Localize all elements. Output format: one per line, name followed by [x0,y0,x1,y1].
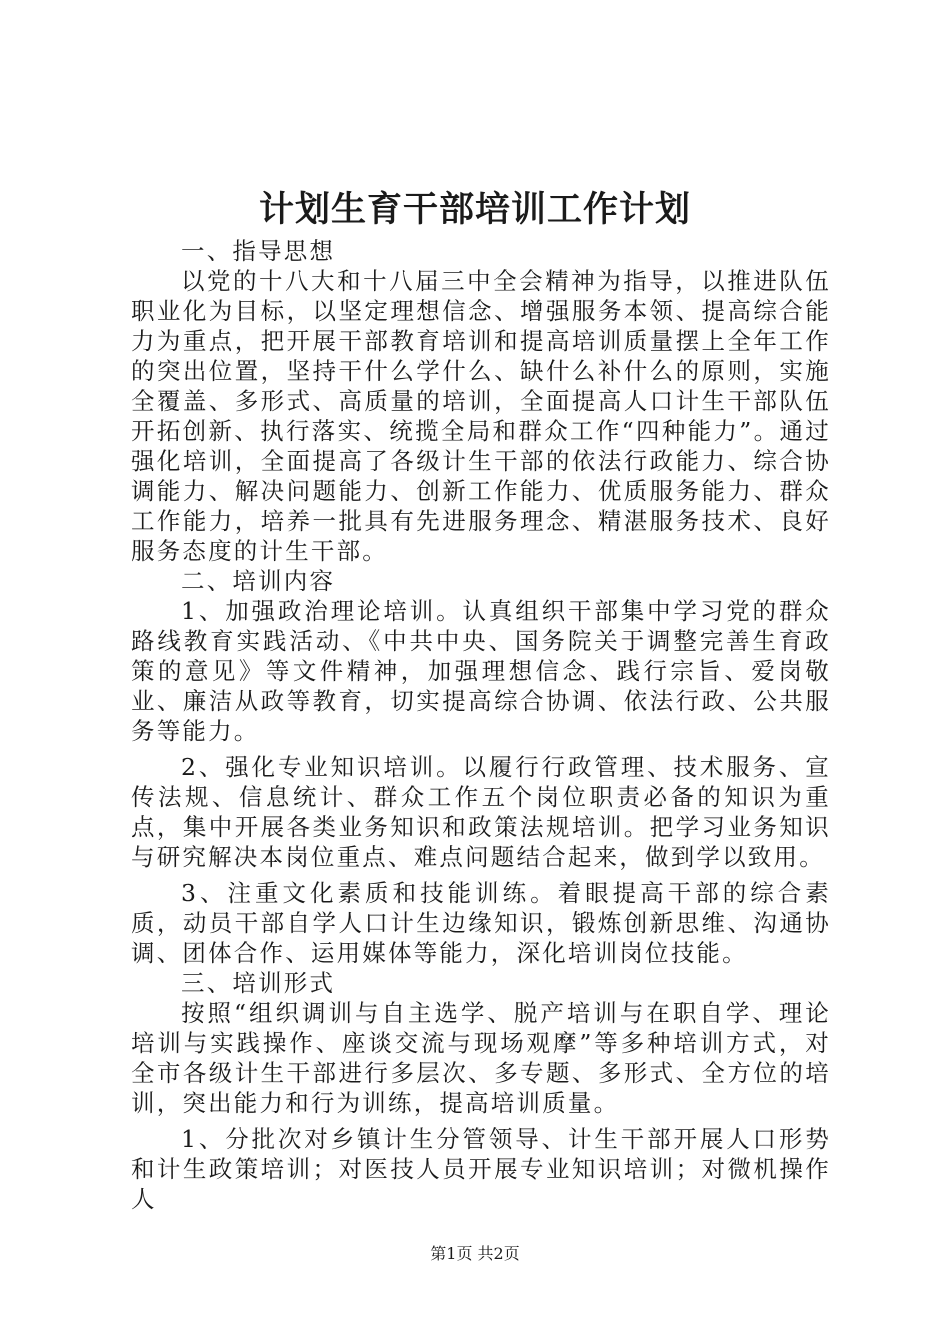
document-title: 计划生育干部培训工作计划 [258,189,691,230]
section-heading: 三、培训形式 [181,969,336,997]
paragraph: 1、加强政治理论培训。认真组织干部集中学习党的群众路线教育实践活动、《中共中央、国务院关于调整完善生育政策的意见》等文件精神，加强理想信念、践行宗旨、爱岗敬业、廉洁从政等教育，切实提高综合协调、依法行政、公共服务等能力。 [131,597,831,745]
document-body [131,236,831,1214]
paragraph: 按照“组织调训与自主选学、脱产培训与在职自学、理论培训与实践操作、座谈交流与现场观摩”等多种培训方式，对全市各级计生干部进行多层次、多专题、多形式、全方位的培训，突出能力和行为训练，提高培训质量。 [131,999,831,1117]
paragraph: 以党的十八大和十八届三中全会精神为指导，以推进队伍职业化为目标，以坚定理想信念、增强服务本领、提高综合能力为重点，把开展干部教育培训和提高培训质量摆上全年工作的突出位置，坚持干什么学什么、缺什么补什么的原则，实施全覆盖、多形式、高质量的培训，全面提高人口计生干部队伍开拓创新、执行落实、统揽全局和群众工作“四种能力”。通过强化培训，全面提高了各级计生干部的依法行政能力、综合协调能力、解决问题能力、创新工作能力、优质服务能力、群众工作能力，培养一批具有先进服务理念、精湛服务技术、良好服务态度的计生干部。 [131,267,831,565]
page-footer: 第1页 共2页 [430,1244,520,1263]
paragraph: 1、分批次对乡镇计生分管领导、计生干部开展人口形势和计生政策培训；对医技人员开展专业知识培训；对微机操作人 [131,1125,831,1213]
section-heading: 一、指导思想 [181,237,336,265]
paragraph: 3、注重文化素质和技能训练。着眼提高干部的综合素质，动员干部自学人口计生边缘知识，锻炼创新思维、沟通协调、团体合作、运用媒体等能力，深化培训岗位技能。 [131,879,831,967]
paragraph: 2、强化专业知识培训。以履行行政管理、技术服务、宣传法规、信息统计、群众工作五个岗位职责必备的知识为重点，集中开展各类业务知识和政策法规培训。把学习业务知识与研究解决本岗位重点、难点问题结合起来，做到学以致用。 [131,753,831,871]
section-heading: 二、培训内容 [181,567,336,595]
